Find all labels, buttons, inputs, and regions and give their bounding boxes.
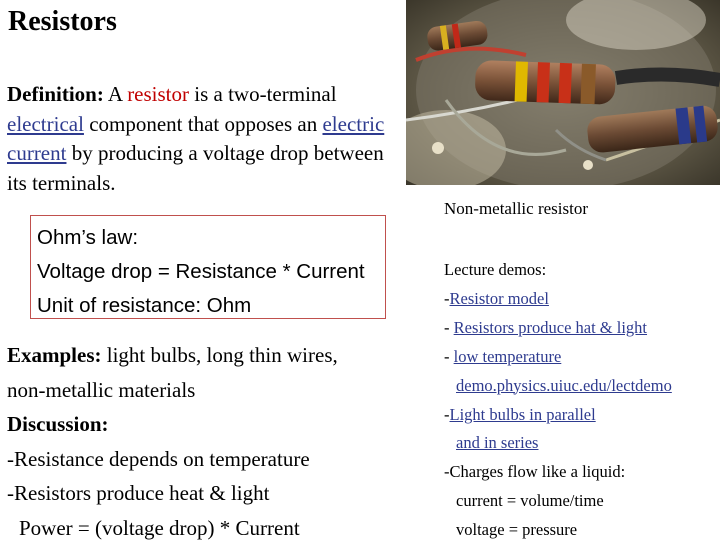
resistor-photo (406, 0, 720, 185)
resistor-term: resistor (127, 82, 189, 106)
examples-line (7, 338, 407, 373)
examples-discussion (7, 338, 407, 545)
discussion-label-text: Discussion: (7, 412, 109, 436)
demo-item: -Charges flow like a liquid: (444, 458, 720, 487)
lecture-demos (444, 256, 720, 545)
definition-text: is a two-terminal (189, 82, 337, 106)
examples-line-2: non-metallic materials (7, 373, 407, 408)
demo-prefix: - (444, 289, 450, 308)
demo-item (444, 372, 720, 401)
demo-site-link[interactable]: demo.physics.uiuc.edu/lectdemo (456, 376, 672, 395)
definition-text: by producing a voltage drop between its terminals. (7, 141, 384, 195)
low-temperature-link[interactable]: low temperature (454, 347, 562, 366)
demo-item (444, 314, 720, 343)
ohms-law-heading: Ohm’s law: (37, 221, 385, 255)
ohms-law-box (30, 215, 386, 319)
definition-text: component that opposes an (84, 112, 323, 136)
electric-current-link[interactable]: electric current (7, 112, 384, 166)
discussion-item: -Resistance depends on temperature (7, 442, 407, 477)
discussion-label (7, 407, 407, 442)
definition-paragraph (7, 80, 402, 198)
ohms-law-formula: Voltage drop = Resistance * Current (37, 255, 385, 289)
demo-item (444, 343, 720, 372)
demo-item: current = volume/time (444, 487, 720, 516)
demo-item: voltage = pressure (444, 516, 720, 545)
resistor-model-link[interactable]: Resistor model (450, 289, 549, 308)
resistor-photo-image (406, 0, 720, 185)
demo-prefix: - (444, 347, 454, 366)
light-bulbs-parallel-link[interactable]: Light bulbs in parallel (450, 405, 596, 424)
photo-caption: Non-metallic resistor (444, 199, 588, 219)
discussion-item: -Resistors produce heat & light (7, 476, 407, 511)
demo-item (444, 429, 720, 458)
demo-item (444, 401, 720, 430)
demo-prefix: - (444, 405, 450, 424)
demo-prefix: - (444, 318, 454, 337)
definition-text: A (104, 82, 127, 106)
series-link[interactable]: and in series (456, 433, 538, 452)
demos-heading: Lecture demos: (444, 256, 720, 285)
resistors-heat-light-link[interactable]: Resistors produce hat & light (454, 318, 647, 337)
definition-label: Definition: (7, 82, 104, 106)
examples-text: light bulbs, long thin wires, (102, 343, 338, 367)
examples-label: Examples: (7, 343, 102, 367)
demo-item (444, 285, 720, 314)
slide-title: Resistors (8, 6, 117, 38)
electrical-link[interactable]: electrical (7, 112, 84, 136)
discussion-item: Power = (voltage drop) * Current (7, 511, 407, 545)
resistance-unit: Unit of resistance: Ohm (37, 289, 385, 323)
